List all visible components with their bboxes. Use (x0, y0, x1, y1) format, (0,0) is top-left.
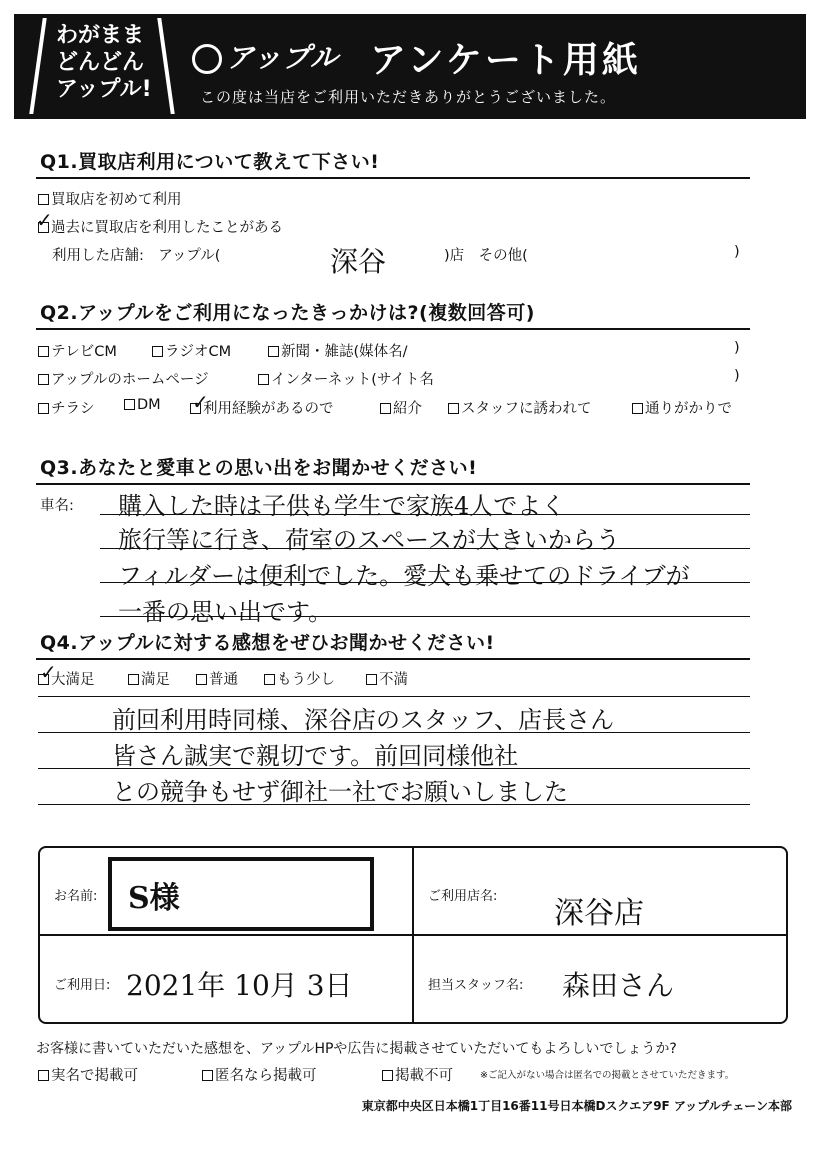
checkbox[interactable] (38, 1070, 49, 1081)
q2-option-passing[interactable]: 通りがかりで (632, 397, 732, 418)
q4-heading: Q4.アップルに対する感想をぜひお聞かせください! (40, 632, 495, 654)
q2-option-radio[interactable]: ラジオCM (152, 340, 231, 361)
checkmark-icon: ✓ (192, 390, 209, 414)
publish-note: ※ご記入がない場合は匿名での掲載とさせていただきます。 (480, 1070, 735, 1081)
form-title: アンケート用紙 (370, 40, 641, 81)
checkbox[interactable] (128, 674, 139, 685)
q3-handwritten-line-3: フィルダーは便利でした。愛犬も乗せてのドライブが (118, 562, 690, 590)
checkbox[interactable] (38, 403, 49, 414)
name-label: お名前: (54, 889, 98, 904)
checkbox[interactable] (448, 403, 459, 414)
q4-option-unsatisfied[interactable]: 不満 (366, 668, 408, 689)
checkbox[interactable] (152, 346, 163, 357)
q1-store-handwritten: 深谷 (330, 245, 387, 278)
staff-label: 担当スタッフ名: (428, 978, 524, 993)
checkbox[interactable] (382, 1070, 393, 1081)
q4-option-very-satisfied[interactable]: 大満足 (38, 668, 95, 689)
publish-option-no[interactable]: 掲載不可 (382, 1064, 453, 1085)
q4-option-so-so[interactable]: もう少し (264, 668, 335, 689)
q1-rule (36, 177, 750, 179)
slogan-left-stroke (29, 18, 46, 114)
q4-handwritten-line-2: 皆さん誠実で親切です。前回同様他社 (112, 742, 519, 770)
q1-store-suffix: )店 その他( (444, 248, 528, 264)
checkbox[interactable] (202, 1070, 213, 1081)
q2-heading: Q2.アップルをご利用になったきっかけは?(複数回答可) (40, 302, 535, 324)
q1-option-first[interactable]: 買取店を初めて利用 (38, 188, 182, 209)
q3-heading: Q3.あなたと愛車との思い出をお聞かせください! (40, 457, 478, 479)
apple-logo-icon (192, 44, 222, 74)
q2-option-flyer[interactable]: チラシ (38, 397, 95, 418)
q2-option-staff[interactable]: スタッフに誘われて (448, 397, 592, 418)
q2-option-homepage[interactable]: アップルのホームページ (38, 368, 209, 389)
publish-option-anonymous[interactable]: 匿名なら掲載可 (202, 1064, 317, 1085)
staff-value-handwritten: 森田さん (562, 969, 675, 1002)
checkbox[interactable] (196, 674, 207, 685)
q1-other-close: ) (734, 244, 740, 260)
slogan-line-3: アップル! (56, 77, 152, 102)
checkbox[interactable] (258, 374, 269, 385)
checkbox[interactable] (124, 399, 135, 410)
checkmark-icon: ✓ (36, 208, 53, 232)
brand-logo: アップル (226, 41, 339, 74)
q1-store-prefix: 利用した店舗: アップル( (52, 248, 221, 264)
q1-option-past[interactable]: 過去に買取店を利用したことがある (38, 216, 283, 237)
q2-option-experience[interactable]: 利用経験があるので (190, 397, 334, 418)
name-value: S様 (128, 881, 180, 916)
panel-divider-vertical (412, 846, 414, 1024)
checkbox[interactable] (268, 346, 279, 357)
q2-close-1: ) (734, 340, 740, 356)
q3-handwritten-line-4: 一番の思い出です。 (118, 598, 333, 626)
checkbox[interactable] (38, 194, 49, 205)
q3-handwritten-line-2: 旅行等に行き、荷室のスペースが大きいからう (118, 526, 620, 554)
q4-handwritten-line-1: 前回利用時同様、深谷店のスタッフ、店長さん (112, 706, 615, 734)
q3-rule (36, 483, 750, 485)
checkbox[interactable] (264, 674, 275, 685)
q2-rule (36, 328, 750, 330)
q2-option-internet[interactable]: インターネット(サイト名 (258, 368, 434, 389)
q4-option-normal[interactable]: 普通 (196, 668, 238, 689)
checkbox[interactable] (38, 346, 49, 357)
address: 東京都中央区日本橋1丁目16番11号日本橋Dスクエア9F アップルチェーン本部 (361, 1099, 792, 1113)
store-label: ご利用店名: (428, 889, 498, 904)
q4-line-rule-0 (38, 696, 750, 697)
q2-option-referral[interactable]: 紹介 (380, 397, 422, 418)
q2-close-2: ) (734, 368, 740, 384)
checkbox[interactable] (380, 403, 391, 414)
q4-handwritten-line-3: との競争もせず御社一社でお願いしました (112, 778, 568, 806)
checkmark-icon: ✓ (40, 660, 57, 684)
q2-option-newspaper[interactable]: 新聞・雑誌(媒体名/ (268, 340, 408, 361)
q2-option-tv[interactable]: テレビCM (38, 340, 117, 361)
checkbox[interactable] (366, 674, 377, 685)
q4-option-satisfied[interactable]: 満足 (128, 668, 170, 689)
header-subtitle: この度は当店をご利用いただきありがとうございました。 (200, 88, 617, 106)
header-banner (14, 14, 806, 119)
q2-option-dm[interactable]: DM (124, 397, 161, 413)
publish-question: お客様に書いていただいた感想を、アップルHPや広告に掲載させていただいてもよろしいでしょうか? (36, 1041, 677, 1057)
slogan (56, 22, 176, 103)
store-value-handwritten: 深谷店 (554, 896, 644, 931)
q4-rule (36, 658, 750, 660)
publish-option-real-name[interactable]: 実名で掲載可 (38, 1064, 138, 1085)
date-value-handwritten: 2021年 10月 3日 (126, 969, 353, 1002)
checkbox[interactable] (632, 403, 643, 414)
date-label: ご利用日: (54, 978, 111, 993)
slogan-line-1: わがまま (56, 23, 145, 48)
checkbox[interactable] (38, 374, 49, 385)
q3-handwritten-line-1: 購入した時は子供も学生で家族4人でよく (118, 492, 566, 520)
slogan-line-2: どんどん (56, 50, 145, 75)
q1-heading: Q1.買取店利用について教えて下さい! (40, 151, 380, 173)
q3-car-label: 車名: (40, 498, 74, 514)
